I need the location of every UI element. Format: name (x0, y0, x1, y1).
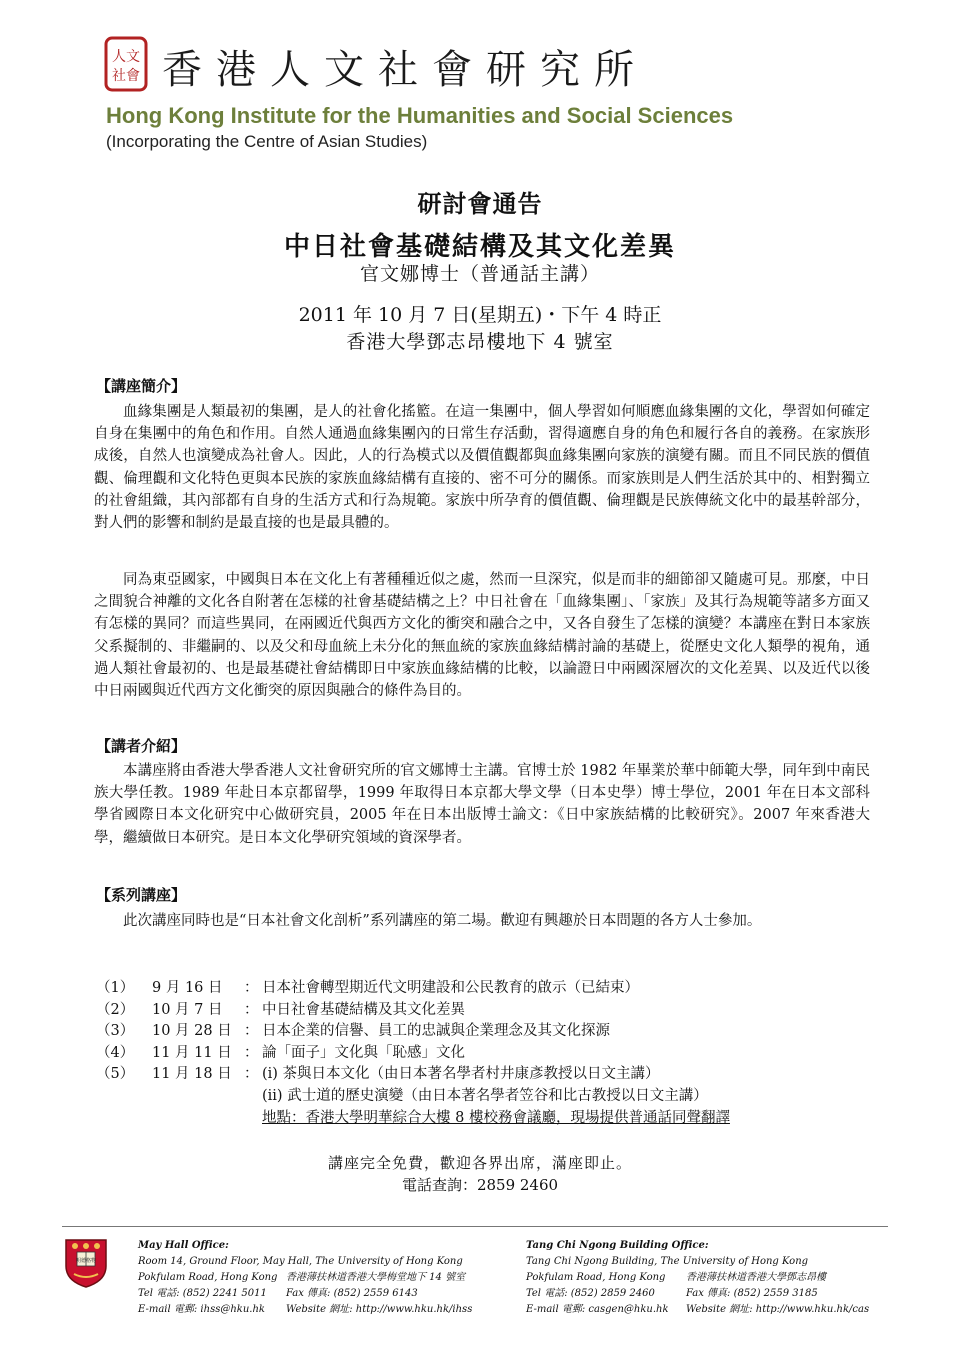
enquiry-phone: 電話查詢：2859 2460 (401, 1176, 559, 1194)
tang-office-address-cn: 香港薄扶林道香港大學鄧志昂樓 (686, 1272, 826, 1283)
svg-text:明德格物: 明德格物 (75, 1258, 97, 1264)
seal-logo-icon (104, 36, 148, 92)
series-paragraph: 此次講座同時也是“日本社會文化剖析”系列講座的第二場。歡迎有興趣於日本問題的各方人士參加。 (123, 913, 762, 929)
may-hall-tel: Tel 電話: (852) 2241 5011 (138, 1288, 267, 1299)
tang-office-fax: Fax 傳真: (852) 2559 3185 (686, 1288, 818, 1299)
may-hall-address-2: Pokfulam Road, Hong Kong (138, 1272, 278, 1283)
may-hall-address-cn: 香港薄扶林道香港大學梅堂地下 14 號室 (286, 1272, 466, 1283)
tang-office-website[interactable]: Website 網址: http://www.hku.hk/cas (686, 1304, 870, 1315)
intro-paragraph-1: 血緣集團是人類最初的集團，是人的社會化搖籃。在這一集團中，個人學習如何順應血緣集團的文化，學習如何確定自身在集團中的角色和作用。自然人通過血緣集團內的日常生存活動，習得適應自身的角色和履行各自的義務。在家族形成後，自然人也演變成為社會人。因此，人的行為模式以及價值觀都與血緣集團向家族的演變有關。而且不同民族的價值觀、倫理觀和文化特色更與本民族的家族血緣結構有直接的、密不可分的關係。而家族則是人們生活於其中的、相對獨立的社會組織，其內部都有自身的生活方式和行為規範。家族中所孕育的價值觀、倫理觀是民族傳統文化中的最基幹部分，對人們的影響和制約是最直接的也是最具體的。 (94, 404, 870, 532)
speaker-intro-paragraph: 本講座將由香港大學香港人文社會研究所的官文娜博士主講。官博士於 1982 年畢業於華中師範大學，同年到中南民族大學任教。1989 年赴日本京都留學，1999 年取得日本京都大學文學（日本史學）博士學位，2001 年在日本文部科學省國際日本文化研究中心做研究員，2005 年在日本出版博士論文：《日中家族結構的比較研究》。2007 年來香港大學，繼續做日本研究。是日本文化學研究領域的資深學者。 (94, 763, 870, 846)
tang-office-tel: Tel 電話: (852) 2859 2460 (526, 1288, 655, 1299)
may-hall-email[interactable]: E-mail 電郵: ihss@hku.hk (138, 1304, 265, 1315)
intro-paragraph-2: 同為東亞國家，中國與日本在文化上有著種種近似之處，然而一旦深究，似是而非的細節卻又隨處可見。那麼，中日之間貌合神離的文化各自附著在怎樣的社會基礎結構之上？中日社會在「血緣集團」、「家族」及其行為規範等諸多方面又有怎樣的異同？而這些異同，在兩國近代與西方文化的衝突和融合之中，又各自發生了怎樣的演變？本講座在對日本家族父系擬制的、非繼嗣的、以及父和母血統上未分化的無血統的家族血緣結構討論的基礎上，從歷史文化人類學的視角，通過人類社會最初的、也是最基礎社會結構即日中家族血緣結構的比較，以論證日中兩國深層次的文化差異、以及近代以後中日兩國與近代西方文化衝突的原因與融合的條件為目的。 (94, 572, 870, 700)
intro-heading: 【講座簡介】 (96, 377, 187, 395)
speaker-intro-heading: 【講者介紹】 (96, 737, 187, 755)
series-heading: 【系列講座】 (96, 886, 187, 904)
may-hall-title: May Hall Office: (138, 1240, 229, 1251)
tang-office-email[interactable]: E-mail 電郵: casgen@hku.hk (526, 1304, 669, 1315)
footer-divider (62, 1226, 888, 1227)
hku-crest-icon (64, 1238, 108, 1288)
institute-subtitle-en: (Incorporating the Centre of Asian Studies) (106, 132, 428, 151)
institute-name-en: Hong Kong Institute for the Humanities and Social Sciences (106, 103, 734, 128)
tang-chi-ngong-office (526, 1238, 870, 1318)
svg-text:社會: 社會 (112, 68, 140, 84)
tang-office-address-1: Tang Chi Ngong Building, The University of Hong Kong (526, 1256, 809, 1267)
may-hall-website[interactable]: Website 網址: http://www.hku.hk/ihss (286, 1304, 473, 1315)
may-hall-address-1: Room 14, Ground Floor, May Hall, The University of Hong Kong (138, 1256, 463, 1267)
logo-chinese-name: 香港人文社會研究所 (162, 47, 648, 93)
may-hall-fax: Fax 傳真: (852) 2559 6143 (286, 1288, 418, 1299)
institute-logo (104, 36, 724, 96)
lecture-topic: 中日社會基礎結構及其文化差異 (283, 232, 676, 262)
free-admission-note: 講座完全免費，歡迎各界出席，滿座即止。 (327, 1154, 632, 1172)
lecture-speaker: 官文娜博士（普通話主講） (359, 263, 600, 285)
notice-heading: 研討會通告 (417, 189, 543, 218)
svg-text:人文: 人文 (112, 49, 140, 65)
lecture-venue: 香港大學鄧志昂樓地下 4 號室 (346, 331, 614, 353)
tang-office-title: Tang Chi Ngong Building Office: (526, 1240, 709, 1251)
tang-office-address-2: Pokfulam Road, Hong Kong (526, 1272, 666, 1283)
may-hall-office (138, 1238, 473, 1318)
lecture-datetime: 2011 年 10 月 7 日(星期五)・下午 4 時正 (298, 304, 662, 326)
